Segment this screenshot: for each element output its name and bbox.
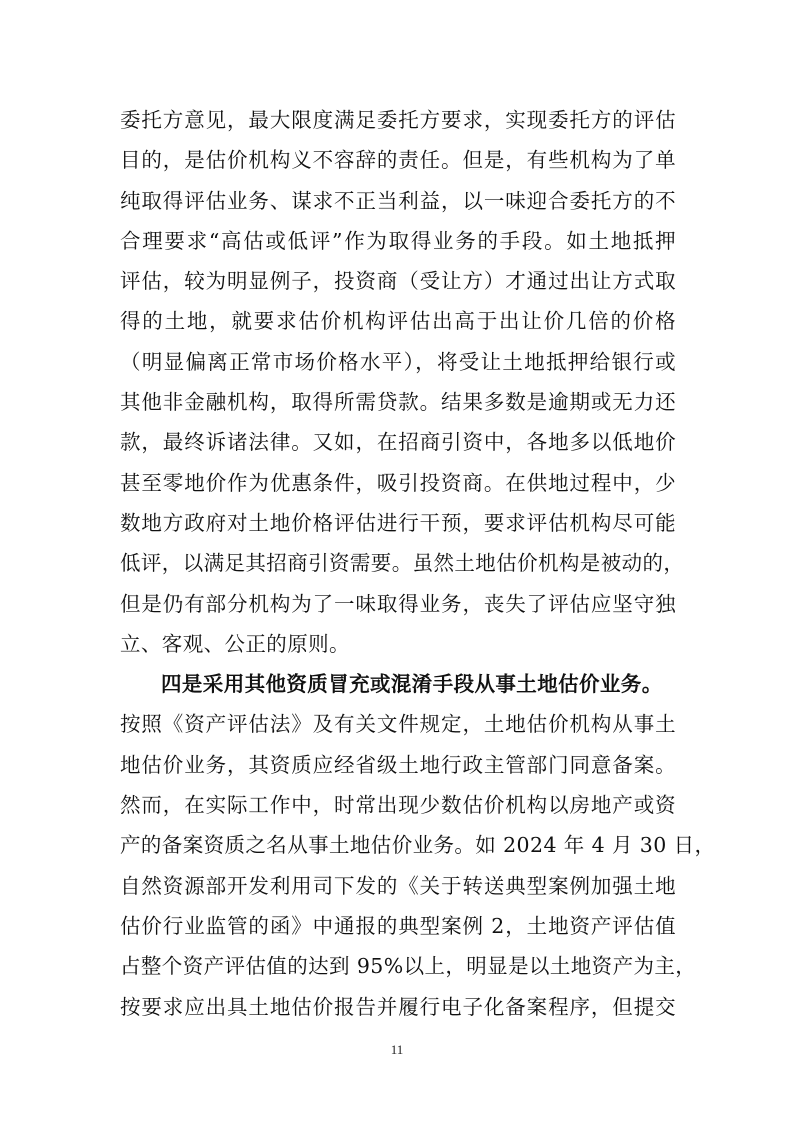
text-line: 自然资源部开发利用司下发的《关于转送典型案例加强土地 [120,873,676,898]
text-line: 其他非金融机构，取得所需贷款。结果多数是逾期或无力还 [120,390,676,415]
text-line: （明显偏离正常市场价格水平），将受让土地抵押给银行或 [120,349,676,374]
text-line: 按照《资产评估法》及有关文件规定，土地估价机构从事土 [120,712,676,737]
text-line: 甚至零地价作为优惠条件，吸引投资商。在供地过程中，少 [120,470,676,495]
paragraph-2 [120,664,716,1027]
text-line: 占整个资产评估值的达到 95%以上，明显是以土地资产为主， [120,954,697,979]
text-line: 得的土地，就要求估价机构评估出高于出让价几倍的价格 [120,309,676,334]
text-line: 然而，在实际工作中，时常出现少数估价机构以房地产或资 [120,793,676,818]
text-line: 地估价业务，其资质应经省级土地行政主管部门同意备案。 [120,752,676,777]
paragraph-1 [120,100,685,664]
text-line: 纯取得评估业务、谋求不正当利益，以一味迎合委托方的不 [120,188,676,213]
text-line: 低评，以满足其招商引资需要。虽然土地估价机构是被动的， [120,551,685,576]
page-number: 11 [390,1042,404,1057]
text-line: 按要求应出具土地估价报告并履行电子化备案程序，但提交 [120,994,676,1019]
section-heading: 四是采用其他资质冒充或混淆手段从事土地估价业务。 [161,672,663,697]
text-line: 数地方政府对土地价格评估进行干预，要求评估机构尽可能 [120,510,676,535]
text-line: 目的，是估价机构义不容辞的责任。但是，有些机构为了单 [120,148,676,173]
text-line: 委托方意见，最大限度满足委托方要求，实现委托方的评估 [120,108,676,132]
text-line: 款，最终诉诸法律。又如，在招商引资中，各地多以低地价 [120,430,676,455]
text-line: 立、客观、公正的原则。 [120,631,350,656]
text-line: 估价行业监管的函》中通报的典型案例 2，土地资产评估值 [120,913,676,938]
body-text [120,100,716,1027]
text-line: 但是仍有部分机构为了一味取得业务，丧失了评估应坚守独 [120,591,676,616]
text-line: 评估，较为明显例子，投资商（受让方）才通过出让方式取 [120,269,676,294]
text-line: 产的备案资质之名从事土地估价业务。如 2024 年 4 月 30 日， [120,833,716,858]
text-line: 合理要求“高估或低评”作为取得业务的手段。如土地抵押 [120,228,676,253]
